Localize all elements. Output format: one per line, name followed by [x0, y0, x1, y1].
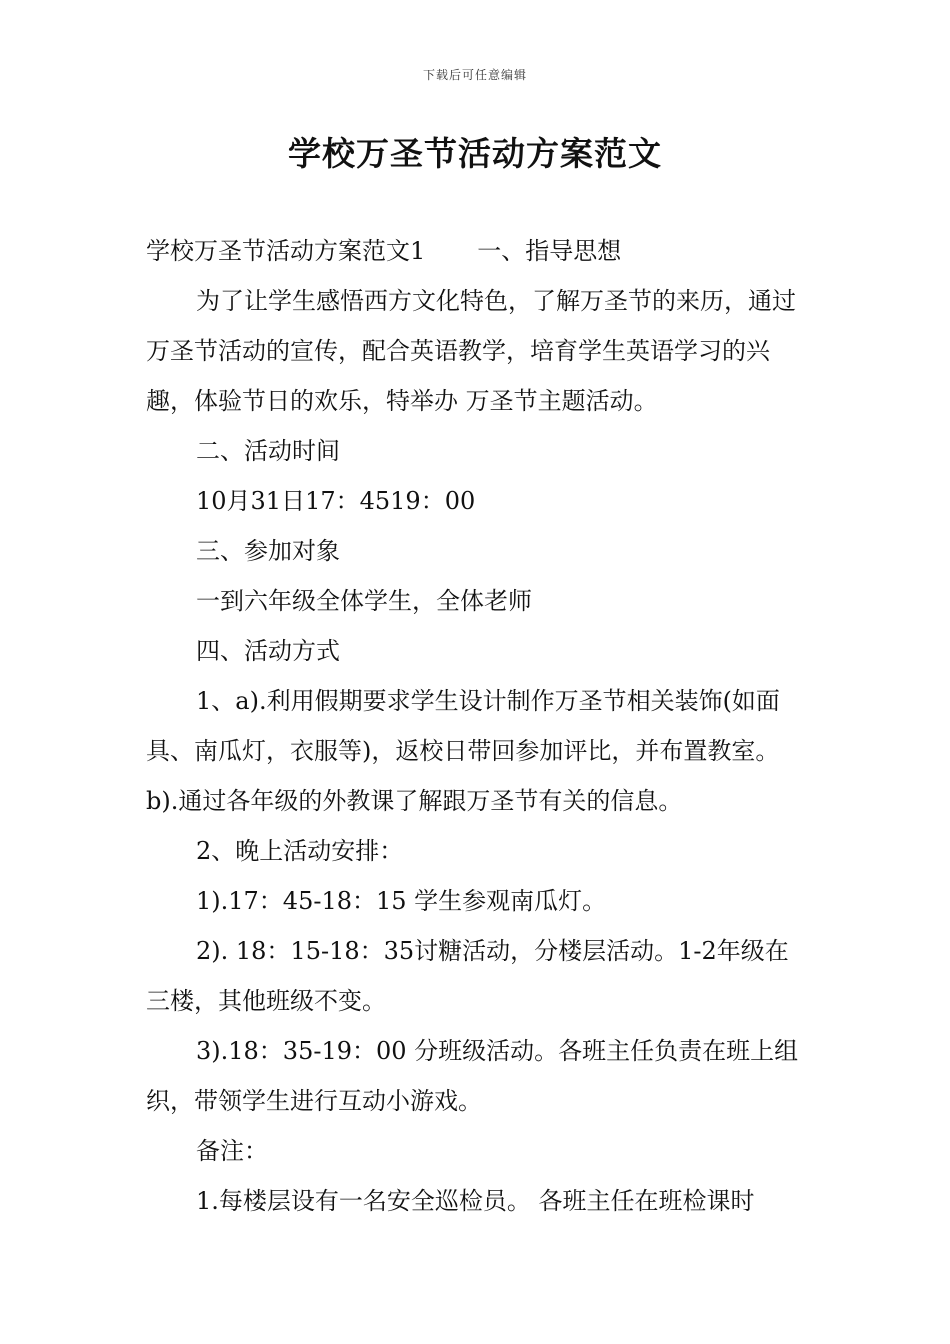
section-heading-3: 三、参加对象 [196, 537, 340, 565]
section-heading-1: 一、指导思想 [477, 237, 622, 265]
document-body [146, 226, 808, 1226]
schedule-item-1: 1).17：45-18：15 学生参观南瓜灯。 [196, 887, 607, 915]
paragraph-participants: 一到六年级全体学生，全体老师 [196, 587, 532, 615]
schedule-item-3: 3).18：35-19：00 分班级活动。各班主任负责在班上组织，带领学生进行互动小游戏。 [146, 1037, 799, 1115]
paragraph-method-1: 1、a).利用假期要求学生设计制作万圣节相关装饰(如面具、南瓜灯，衣服等)，返校日带回参加评比，并布置教室。b).通过各年级的外教课了解跟万圣节有关的信息。 [146, 687, 780, 815]
paragraph-time: 10月31日17：4519：00 [196, 487, 476, 515]
paragraph-intro [146, 226, 808, 276]
notes-heading: 备注： [196, 1137, 268, 1165]
paragraph-purpose: 为了让学生感悟西方文化特色，了解万圣节的来历，通过万圣节活动的宣传，配合英语教学，培育学生英语学习的兴趣，体验节日的欢乐，特举办 万圣节主题活动。 [146, 287, 796, 415]
document-title: 学校万圣节活动方案范文 [288, 134, 662, 173]
paragraph-method-2: 2、晚上活动安排： [196, 837, 404, 865]
section-heading-4: 四、活动方式 [196, 637, 340, 665]
note-item-1: 1.每楼层设有一名安全巡检员。 各班主任在班检课时 [196, 1187, 755, 1215]
schedule-item-2: 2). 18：15-18：35讨糖活动，分楼层活动。1-2年级在三楼，其他班级不变。 [146, 937, 789, 1015]
page-header-note: 下载后可任意编辑 [422, 68, 527, 82]
section-heading-2: 二、活动时间 [196, 437, 340, 465]
subtitle-text: 学校万圣节活动方案范文1 [146, 237, 426, 265]
